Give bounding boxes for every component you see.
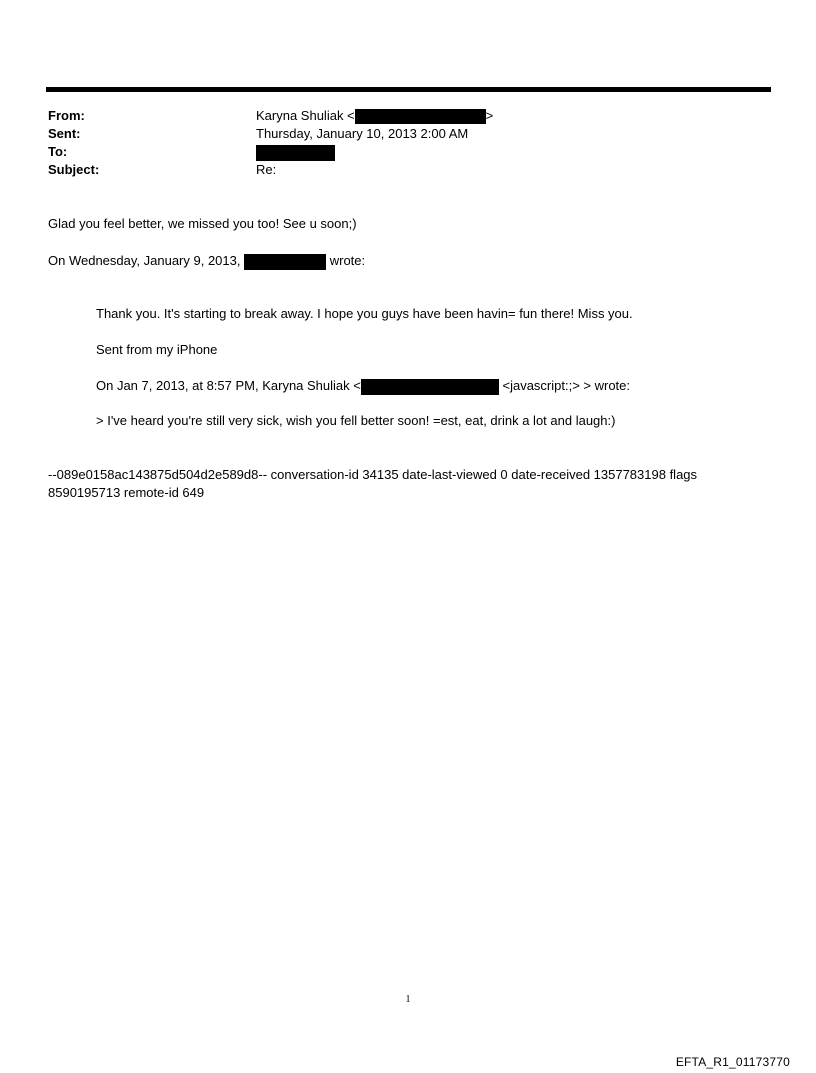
page-number: 1 bbox=[405, 994, 411, 1005]
redaction-box bbox=[355, 109, 486, 124]
sent-value: Thursday, January 10, 2013 2:00 AM bbox=[256, 126, 469, 141]
subject-label: Subject: bbox=[48, 162, 100, 177]
attribution-prefix: On Wednesday, January 9, 2013, bbox=[48, 253, 241, 268]
document-id: EFTA_R1_01173770 bbox=[675, 1055, 790, 1069]
email-header bbox=[48, 107, 768, 179]
subject-value: Re: bbox=[256, 162, 277, 177]
attribution-suffix: wrote: bbox=[329, 253, 366, 268]
from-close: > bbox=[485, 108, 494, 123]
from-label: From: bbox=[48, 108, 85, 123]
message-metadata: --089e0158ac143875d504d2e589d8-- conversation-id 34135 date-last-viewed 0 date-received 1357783198 flags 8590195713 remote-id 649 bbox=[48, 467, 698, 500]
redaction-box bbox=[256, 145, 335, 161]
from-value bbox=[256, 107, 493, 125]
quote-attribution-wed bbox=[48, 252, 365, 270]
sent-label: Sent: bbox=[48, 126, 81, 141]
to-row bbox=[48, 143, 768, 161]
from-row bbox=[48, 107, 768, 125]
to-value bbox=[256, 143, 335, 161]
quote-attribution-jan7 bbox=[96, 377, 630, 395]
to-label: To: bbox=[48, 144, 68, 159]
redaction-box bbox=[361, 379, 499, 395]
attribution-prefix: On Jan 7, 2013, at 8:57 PM, Karyna Shuliak < bbox=[96, 378, 361, 393]
subject-row bbox=[48, 161, 768, 179]
attribution-suffix: <javascript:;> > wrote: bbox=[502, 378, 631, 393]
redaction-box bbox=[244, 254, 326, 270]
from-name: Karyna Shuliak < bbox=[256, 108, 355, 123]
quoted-message-text: Thank you. It's starting to break away. I hope you guys have been havin= fun there! Miss you. bbox=[96, 306, 633, 321]
reply-text: Glad you feel better, we missed you too! See u soon;) bbox=[48, 216, 357, 231]
sent-row bbox=[48, 125, 768, 143]
quoted-signature: Sent from my iPhone bbox=[96, 342, 218, 357]
header-divider bbox=[46, 87, 771, 92]
nested-quote-text: > I've heard you're still very sick, wish you fell better soon! =est, eat, drink a lot and laugh:) bbox=[96, 413, 616, 428]
